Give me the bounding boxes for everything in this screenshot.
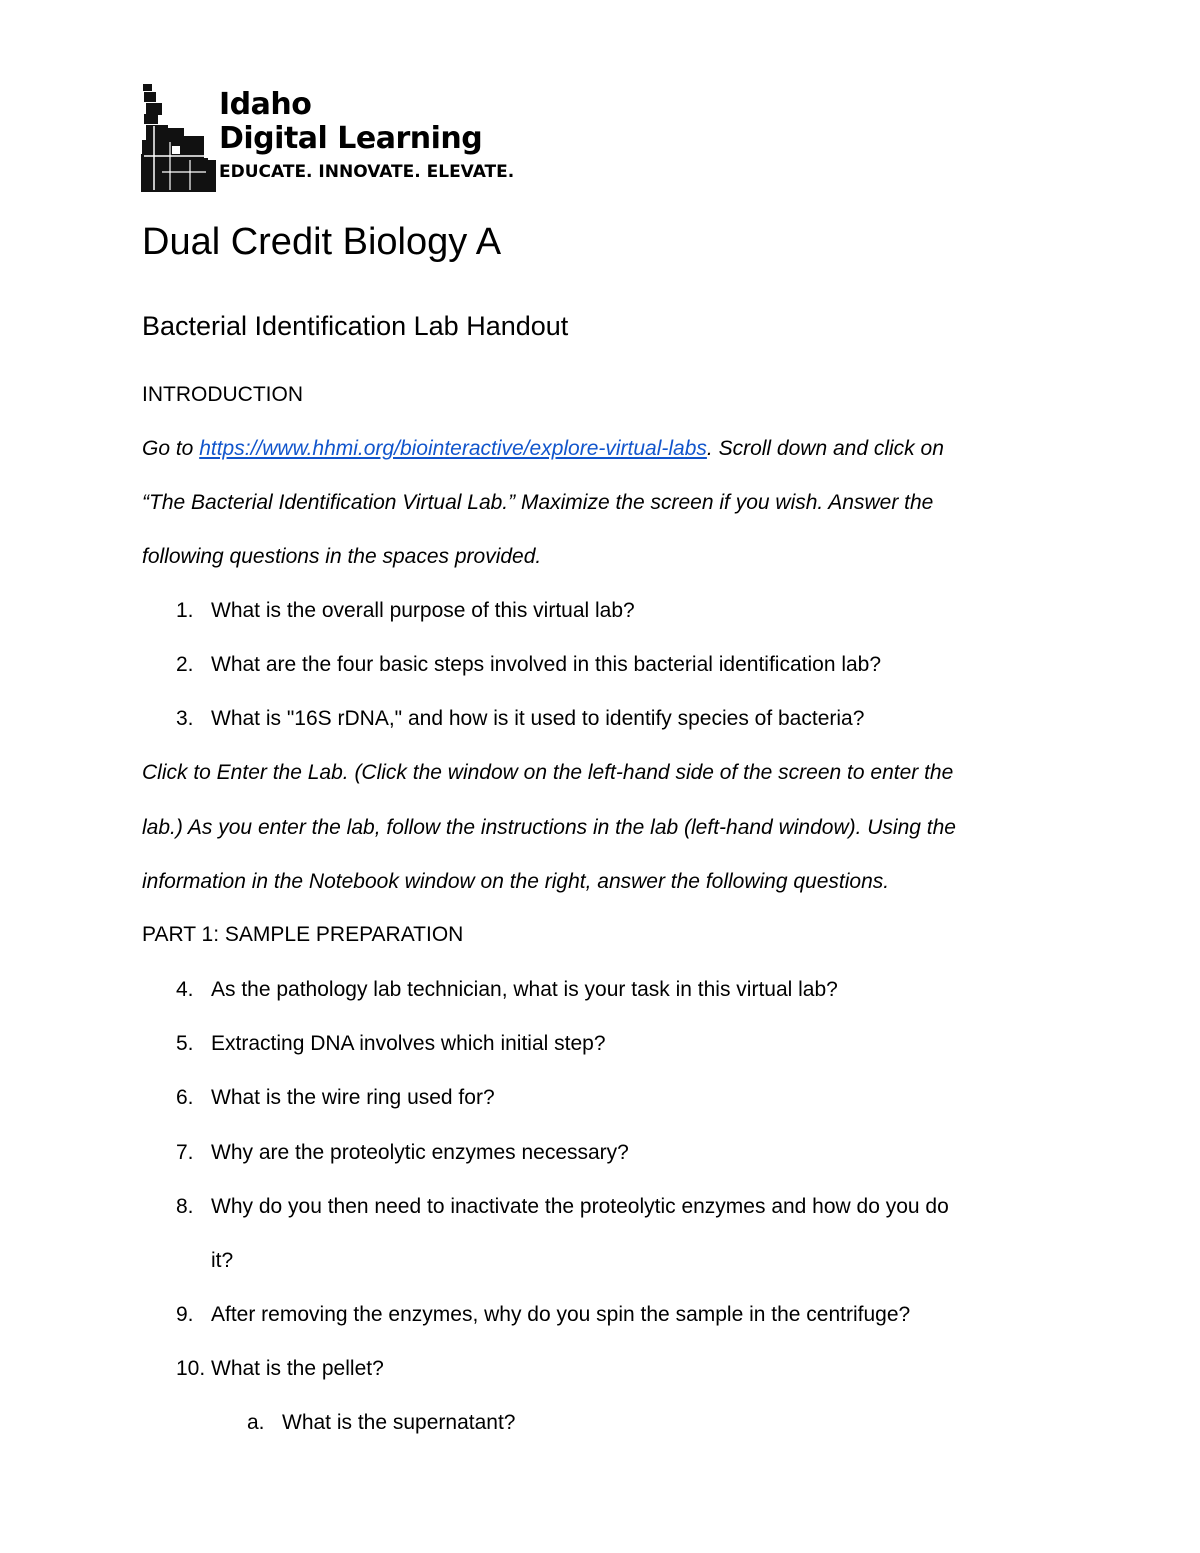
question-8: Why do you then need to inactivate the proteolytic enzymes and how do you do (211, 1195, 949, 1218)
logo-wordmark (219, 88, 514, 184)
intro-text-b: . Scroll down and click on (706, 437, 944, 460)
intro-line-1 (142, 435, 944, 463)
page-title: Dual Credit Biology A (142, 221, 502, 263)
question-9: After removing the enzymes, why do you spin the sample in the centrifuge? (211, 1303, 911, 1326)
logo-line-idaho: Idaho (219, 87, 312, 122)
sub-question-letter: a. (247, 1411, 265, 1434)
hhmi-link[interactable]: https://www.hhmi.org/biointeractive/explore-virtual-labs (199, 437, 707, 460)
part-1-heading: PART 1: SAMPLE PREPARATION (142, 923, 464, 946)
intro-line-3: following questions in the spaces provided. (142, 545, 542, 568)
logo-mark-icon (140, 84, 220, 192)
question-number: 10. (176, 1357, 206, 1380)
question-8-continued: it? (211, 1249, 234, 1272)
intro-heading: INTRODUCTION (142, 383, 303, 406)
question-number: 8. (176, 1195, 194, 1218)
question-7: Why are the proteolytic enzymes necessary? (211, 1141, 629, 1164)
intro-text-a: Go to (142, 437, 200, 460)
question-4: As the pathology lab technician, what is your task in this virtual lab? (211, 978, 838, 1001)
question-number: 1. (176, 599, 194, 622)
enter-lab-line-3: information in the Notebook window on the right, answer the following questions. (142, 870, 890, 893)
question-number: 2. (176, 653, 194, 676)
question-10: What is the pellet? (211, 1357, 384, 1380)
enter-lab-line-1: Click to Enter the Lab. (Click the window on the left-hand side of the screen to enter the (142, 761, 954, 784)
page-subtitle: Bacterial Identification Lab Handout (142, 311, 569, 341)
question-2: What are the four basic steps involved in this bacterial identification lab? (211, 653, 882, 676)
question-number: 6. (176, 1086, 194, 1109)
idaho-digital-learning-logo (140, 84, 520, 194)
question-6: What is the wire ring used for? (211, 1086, 495, 1109)
question-number: 4. (176, 978, 194, 1001)
question-5: Extracting DNA involves which initial step? (211, 1032, 606, 1055)
question-number: 7. (176, 1141, 194, 1164)
logo-line-digital-learning: Digital Learning (219, 121, 483, 156)
question-number: 9. (176, 1303, 194, 1326)
question-10a: What is the supernatant? (282, 1411, 516, 1434)
enter-lab-line-2: lab.) As you enter the lab, follow the instructions in the lab (left-hand window). Using the (142, 816, 956, 839)
question-number: 3. (176, 707, 194, 730)
intro-line-2: “The Bacterial Identification Virtual Lab.” Maximize the screen if you wish. Answer the (142, 491, 934, 514)
question-number: 5. (176, 1032, 194, 1055)
question-3: What is "16S rDNA," and how is it used to identify species of bacteria? (211, 707, 865, 730)
question-1: What is the overall purpose of this virtual lab? (211, 599, 635, 622)
logo-tagline: EDUCATE. INNOVATE. ELEVATE. (219, 162, 515, 182)
